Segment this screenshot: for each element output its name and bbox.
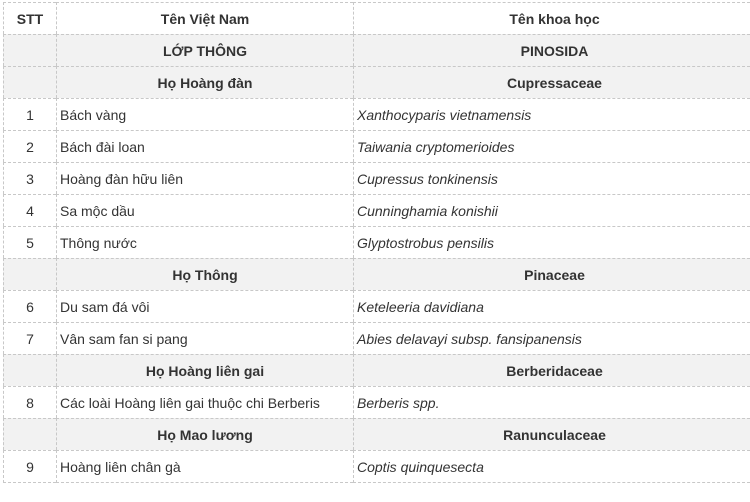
header-stt: STT [3,2,56,34]
group-row [3,66,750,98]
species-table [3,2,750,483]
table-row [3,386,750,418]
group-vietnamese-name: LỚP THÔNG [56,34,353,66]
table-row [3,226,750,258]
row-number: 6 [3,290,56,322]
group-vietnamese-name: Họ Hoàng đàn [56,66,353,98]
table-row [3,322,750,354]
scientific-name: Taiwania cryptomerioides [353,130,750,162]
table-row [3,450,750,483]
header-scientific-name: Tên khoa học [353,2,750,34]
scientific-name: Cupressus tonkinensis [353,162,750,194]
scientific-name: Keteleeria davidiana [353,290,750,322]
scientific-name: Xanthocyparis vietnamensis [353,98,750,130]
group-scientific-name: Berberidaceae [353,354,750,386]
scientific-name: Cunninghamia konishii [353,194,750,226]
group-row [3,354,750,386]
vietnamese-name: Hoàng đàn hữu liên [56,162,353,194]
row-number: 3 [3,162,56,194]
table-row [3,162,750,194]
scientific-name: Berberis spp. [353,386,750,418]
vietnamese-name: Du sam đá vôi [56,290,353,322]
group-vietnamese-name: Họ Mao lương [56,418,353,450]
group-scientific-name: Ranunculaceae [353,418,750,450]
group-vietnamese-name: Họ Thông [56,258,353,290]
group-row [3,418,750,450]
table-row [3,194,750,226]
vietnamese-name: Thông nước [56,226,353,258]
table-row [3,98,750,130]
scientific-name: Abies delavayi subsp. fansipanensis [353,322,750,354]
group-stt-cell [3,418,56,450]
group-scientific-name: Cupressaceae [353,66,750,98]
group-vietnamese-name: Họ Hoàng liên gai [56,354,353,386]
group-stt-cell [3,354,56,386]
group-stt-cell [3,258,56,290]
row-number: 7 [3,322,56,354]
group-scientific-name: Pinaceae [353,258,750,290]
row-number: 9 [3,450,56,483]
row-number: 8 [3,386,56,418]
scientific-name: Coptis quinquesecta [353,450,750,483]
header-vietnamese-name: Tên Việt Nam [56,2,353,34]
vietnamese-name: Bách đài loan [56,130,353,162]
table-row [3,130,750,162]
group-row [3,34,750,66]
group-scientific-name: PINOSIDA [353,34,750,66]
row-number: 4 [3,194,56,226]
row-number: 2 [3,130,56,162]
header-row [3,2,750,34]
vietnamese-name: Bách vàng [56,98,353,130]
group-stt-cell [3,66,56,98]
row-number: 1 [3,98,56,130]
group-row [3,258,750,290]
scientific-name: Glyptostrobus pensilis [353,226,750,258]
vietnamese-name: Hoàng liên chân gà [56,450,353,483]
group-stt-cell [3,34,56,66]
table-row [3,290,750,322]
row-number: 5 [3,226,56,258]
vietnamese-name: Các loài Hoàng liên gai thuộc chi Berberis [56,386,353,418]
vietnamese-name: Vân sam fan si pang [56,322,353,354]
vietnamese-name: Sa mộc dầu [56,194,353,226]
